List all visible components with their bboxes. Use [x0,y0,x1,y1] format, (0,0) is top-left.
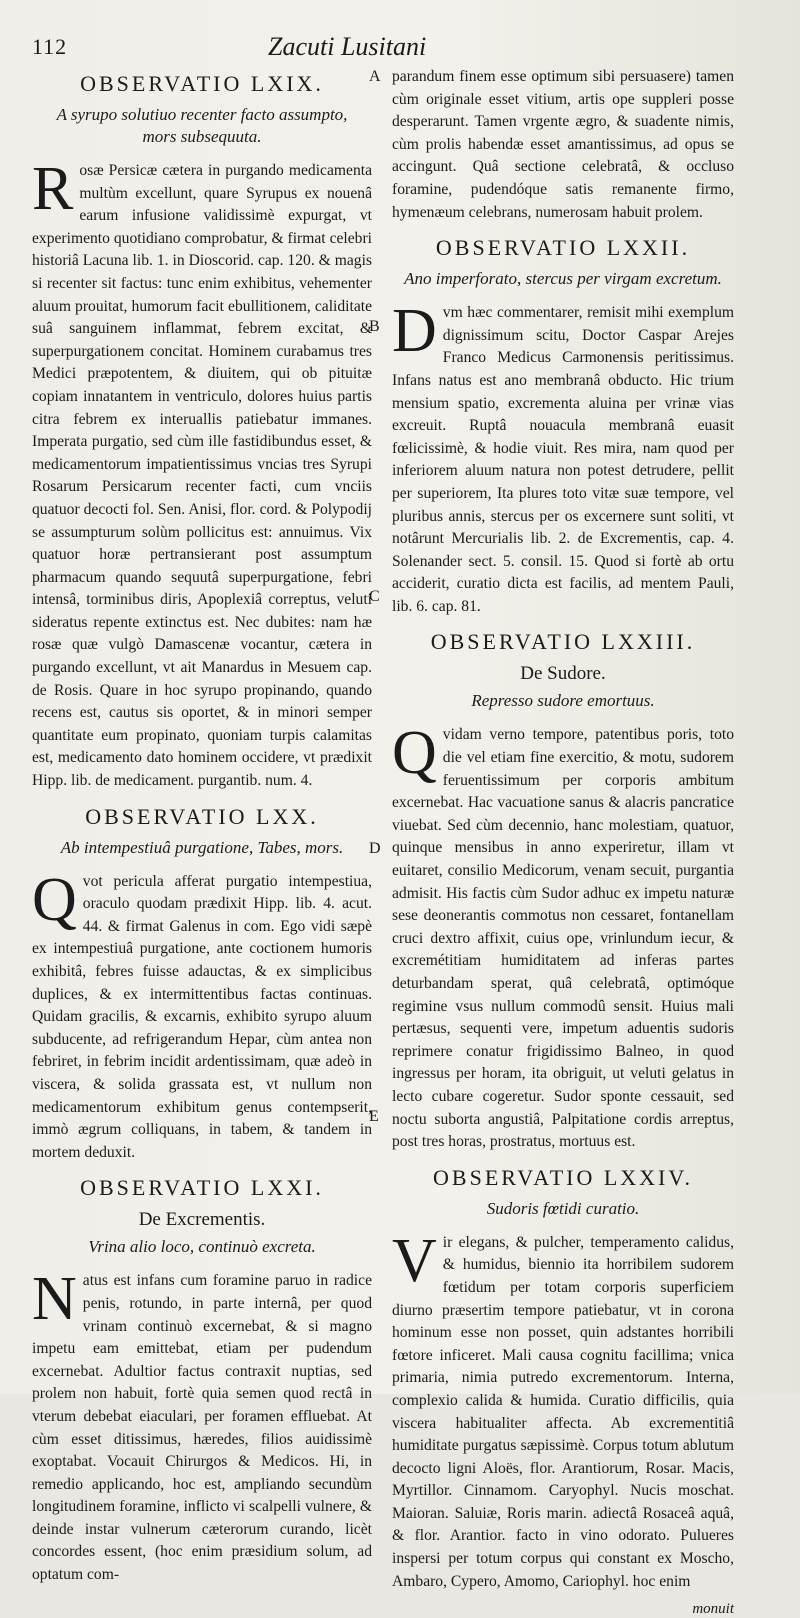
observation-text [392,297,734,618]
observation-text [392,719,734,1153]
left-column [32,66,372,1597]
observation-text [32,865,372,1165]
observation-heading: OBSERVATIO LXX. [85,803,319,829]
drop-cap: R [32,155,74,223]
observation-title: Sudoris fœtidi curatio. [486,1198,640,1218]
paragraph: osæ Persicæ cætera in purgando medicamenta multùm excellunt, quare Syrupus ex nouenâ earum infusione validissimè expurgat, vt experimento quotidiano comprobatur, & firmat celebri historiâ Lacuna lib. 1. in Dioscorid. cap. 120. & magis si recenter sit factus: tunc enim exhibitus, vehementer aluum prouitat, humorum facit ebullitionem, caliditate suâ sanguinem inflammat, febrem excitat, & superpurgationem concitat. Hominem curabamus tres Medici præpotentem, & diuitem, qui ob pituitæ copiam innatantem in ventriculo, dolores huius partis citra febrem ex interuallis patiebatur immanes. Imperata purgatio, sed cùm ille fastidibundus esset, & medicamentorum impatientissimus vncias tres Syrupi Rosarum Persicarum recenter facti, cum vnciis quatuor decocti fol. Sen. Anisi, flor. cord. & Polypodij se assumpturum solùm pollicitus est: annuimus. Vix quatuor horæ pertransierant post assumptum pharmacum quando sequutâ superpurgatione, febri intensâ, torminibus diris, Apoplexiâ correptus, veluti sideratus repente extinctus est. Nec dubites: nam hæ rosæ quæ vulgò Damascenæ vocantur, cætera in purgando excellunt, vt ait Manardus in Mesuem cap. de Rosis. Quare in hoc syrupo propinando, quando recens est, cautus sis oportet, & in minori semper quantitate eum propinato, quoniam turpis calamitas est, medicamento dato hominem occidere, vt prædixit Hipp. lib. de medicament. purgantib. num. 4. [32,162,372,790]
observation-text [32,155,372,793]
observation-text [392,1226,734,1594]
margin-letter: C [369,588,380,605]
drop-cap: N [32,1265,77,1334]
observation-text [392,66,734,224]
catchword: monuit [692,1601,734,1618]
drop-cap: D [392,297,437,366]
margin-letter: E [369,1108,379,1125]
paragraph: ir elegans, & pulcher, temperamento calidus, & humidus, biennio ita horribilem sudorem fœtidum per totam corporis superficiem diurno præsertim tempore patiebatur, vt in corona hominum esse non posset, quin adstantes horribili fœtore inficeret. Mali causa cognitu facillima; vnica primaria, nimia putredo excrementorum. Interna, complexio calida & humida. Curatio difficilis, quia viscera habitualiter affecta. Ab excrementitiâ humiditate purgatus sæpissimè. Corpus totum ablutum decocto ligni Aloës, flor. Arantiorum, Rosar. Macis, Myrtillor. Cinnamom. Caryophyl. Nucis moschat. Maioran. Saluiæ, Roris marin. adiectâ Rosaceâ aquâ, & flor. Arantior. facto in vino odorato. Pulueres inspersi per totum corpus qui constant ex Moscho, Ambaro, Cypero, Amomo, Cariophyl. hoc enim [392,1233,734,1590]
observation-text [32,1265,372,1586]
paragraph: vot pericula afferat purgatio intempestiua, oraculo quodam prædixit Hipp. lib. 4. acut. 44. & firmat Galenus in com. Ego vidi sæpè ex intempestiuâ purgatione, ante coctionem humoris exhibitâ, febres fuisse adauctas, & ex simplicibus duplices, & ex intermittentibus factas continuas. Quidam gracilis, & excarnis, exhibito syrupo aluum subducente, ad refrigerandum Hepar, cùm antea non febriret, in febrim incidit ardentissimam, quæ adeò in viscera, & solida grassata est, vt nullum non medicamentorum exhibitum genus contempserit, immò ægrum colliquans, in tabem, & tandem in mortem deduxit. [32,872,372,1161]
observation-heading: OBSERVATIO LXXIV. [433,1164,693,1190]
paragraph: parandum finem esse optimum sibi persuasere) tamen cùm originale esset vitium, artis ope suppleri posse desperarunt. Tamen vrgente ægro, & suadente nimis, cùm prolis habendæ esset amantissimus, ad opus se accingunt. Quâ sectione celebratâ, & occluso foramine, pudendóque satis remanente firmo, hymenæum celebrans, numerosam habuit prolem. [392,68,734,221]
observation-title: Ab intempestiuâ purgatione, Tabes, mors. [60,837,344,857]
margin-letter: A [369,68,381,85]
observation-heading: OBSERVATIO LXXIII. [430,629,696,655]
observation-title: Vrina alio loco, continuò excreta. [88,1237,316,1257]
margin-letter: D [369,840,381,857]
observation-title: Ano imperforato, stercus per virgam excretum. [404,269,722,289]
margin-letter: B [369,318,380,335]
observation-subheading: De Sudore. [520,663,606,685]
margin-letters [369,0,389,1394]
observation-subheading: De Excrementis. [138,1209,266,1231]
right-column [392,66,734,1618]
paragraph: vm hæc commentarer, remisit mihi exemplum dignissimum scitu, Doctor Caspar Arejes Franco Medicus Carmonensis peritissimus. Infans natus est ano membranâ obducto. Hic trium mensium spatio, excrementa aluina per vrinæ vias excreuit. Ruptâ nouacula membranâ euasit fœlicissimè, & hodie viuit. Res mira, nam quod per inferiorem aluum natura non potest detrudere, pellit per superiorem, Ita plures toto vitæ suæ tempore, vel pluribus annis, stercus per os excernere sunt soliti, vt notârunt Mercurialis lib. 2. de Excrementis, cap. 4. Solenander sect. 5. consil. 15. Quod si fortè ab ortu acciderit, curatio dicta est facilis, ad mentem Pauli, lib. 6. cap. 81. [392,304,734,615]
running-title: Zacuti Lusitani [268,32,427,61]
observation-heading: OBSERVATIO LXXI. [80,1175,324,1201]
drop-cap: Q [392,719,437,788]
observation-title: Represso sudore emortuus. [471,691,655,711]
page-header [32,34,760,64]
observation-title: A syrupo solutiuo recenter facto assumpto, mors subsequuta. [56,105,348,146]
paragraph: atus est infans cum foramine paruo in radice penis, rotundo, in parte internâ, per quod vrinam continuò excernebat, & si magno impetu eam emittebat, etiam per pudendum excernebat. Adultior factus contraxit nuptias, sed prolem non habuit, fortè quia semen quod rectâ in vterum debebat eiaculari, per foramen effluebat. At cùm esset ditissimus, hæredes, filios auidissimè exoptabat. Vocauit Chirurgos & Medicos. Hi, in remedio applicando, hoc est, ampliando secundùm longitudinem foramine, inflicto vi scalpelli vulnere, & deinde instar vulnerum cæterorum curando, licèt concordes essent, (hoc enim præsidium solum, ad optatum com- [32,1272,372,1584]
drop-cap: V [392,1226,437,1295]
paragraph: vidam verno tempore, patentibus poris, toto die vel etiam fine exercitio, & motu, sudorem feruentissimum per corporis ambitum excernebat. Hac vacuatione sanus & alacris pancratice viuebat. Sed cùm decennio, hanc molestiam, quatuor, quinque mensibus in anno experiretur, illam vt euitaret, consilio Medicorum, venam secuit, purgantia admisit. His factis cùm Sudor adhuc ex impetu naturæ sese deonerantis commotus non cessaret, fontanellam cruci dextro affixit, cuius ope, vrinlundum iecur, & excremétitiam humiditatem ad inferas partes deturbandam sperat, quâ celebratâ, optimóque regimine vsus nullum commodû sensit. Huius mali pertæsus, sequenti vere, impetum aduentis sudoris reprimere conatur frigidissimo Balneo, in quod ingressus per horam, ita obriguit, ut veluti gelatus in lecto cubare cogeretur. Sudor sponte cessauit, sed noctu suborta angustiâ, Palpitatione cordis arreptus, post tres horas, prostratus, mortuus est. [392,726,734,1151]
observation-heading: OBSERVATIO LXIX. [80,71,324,96]
observation-heading: OBSERVATIO LXXII. [435,235,691,261]
folio-number: 112 [32,34,68,59]
drop-cap: Q [32,865,77,934]
